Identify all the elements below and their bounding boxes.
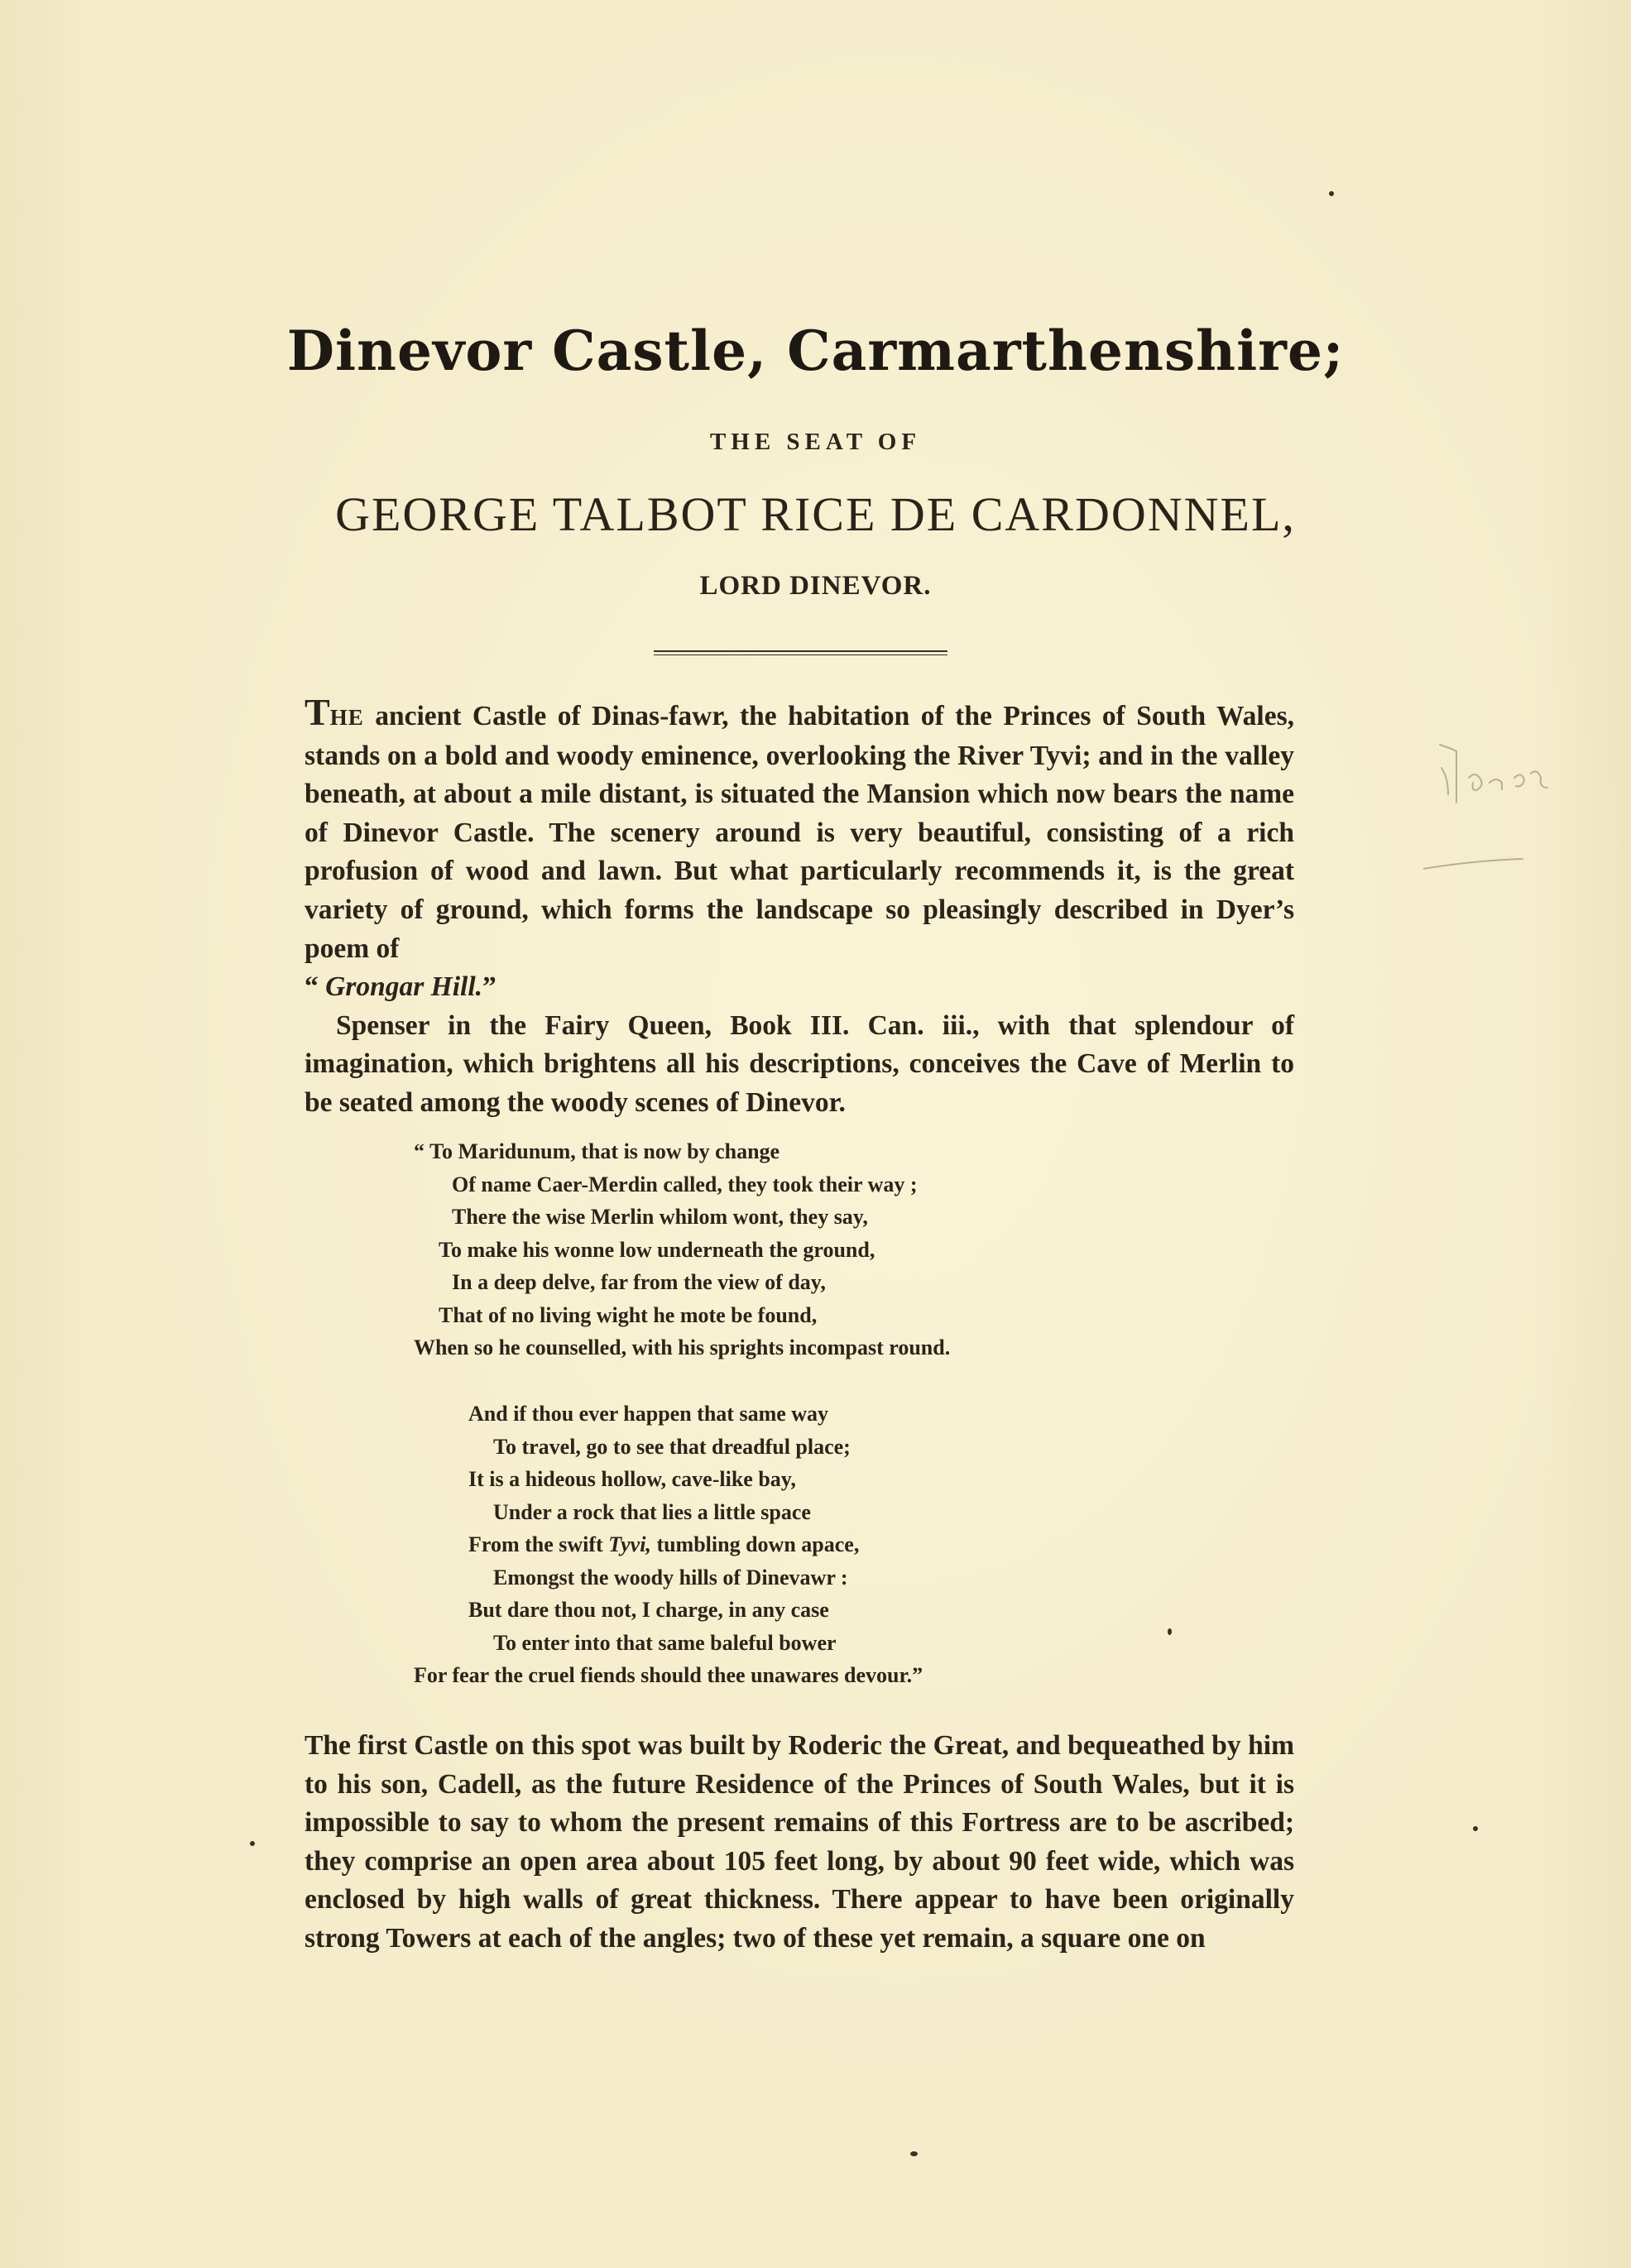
title-rule: [654, 650, 947, 655]
subtitle-person: GEORGE TALBOT RICE DE CARDONNEL,: [335, 487, 1296, 541]
paragraph-2: Spenser in the Fairy Queen, Book III. Can. iii., with that splendour of imagination, which brightens all his descriptions, conceives the Cave of Merlin to be seated among the woody scenes of Dinevor.: [305, 1009, 1294, 1118]
subtitle-lord: LORD DINEVOR.: [699, 571, 932, 601]
verse-line: To make his wonne low underneath the ground,: [439, 1237, 875, 1262]
pencil-annotation: [1423, 728, 1622, 877]
body-text-upper: [305, 693, 1294, 1123]
verse-line: To enter into that same baleful bower: [493, 1630, 837, 1655]
poem-title: Grongar Hill.: [325, 971, 483, 1003]
paper-speck: [1473, 1826, 1478, 1831]
page-title: Dinevor Castle, Carmarthenshire;: [286, 319, 1345, 383]
quote-open: “: [305, 971, 326, 1003]
verse-line: When so he counselled, with his sprights incompast round.: [414, 1335, 951, 1359]
paper-speck: [910, 2151, 918, 2156]
paragraph-1-text: ancient Castle of Dinas-fawr, the habitation of the Princes of South Wales, stands on a bold and woody eminence, overlooking the River Tyvi; and in the valley beneath, at about a mile distant, is situated the Mansion which now bears the name of Dinevor Castle. The scenery around is very beautiful, consisting of a rich profusion of wood and lawn. But what particularly recommends it, is the great variety of ground, which forms the landscape so pleasingly described in Dyer’s poem of: [305, 701, 1294, 964]
small-caps: HE: [329, 705, 364, 730]
drop-cap: T: [305, 691, 330, 733]
verse-stanza-1: [414, 1135, 950, 1364]
verse-segment: From the swift: [468, 1532, 609, 1556]
body-text-lower: [305, 1727, 1294, 1959]
verse-line: There the wise Merlin whilom wont, they say,: [452, 1205, 868, 1229]
verse-line: In a deep delve, far from the view of day,: [452, 1270, 826, 1294]
paragraph-3: The first Castle on this spot was built by Roderic the Great, and bequeathed by him to his son, Cadell, as the future Residence of the Princes of South Wales, but it is impossible to say to whom the present remains of this Fortress are to be ascribed; they comprise an open area about 105 feet long, by about 90 feet wide, which was enclosed by high walls of great thickness. There appear to have been originally strong Towers at each of the angles; two of these yet remain, a square one on: [305, 1730, 1294, 1954]
verse-italic-tyvi: Tyvi,: [608, 1532, 651, 1556]
verse-line: And if thou ever happen that same way: [468, 1402, 829, 1426]
verse-segment: tumbling down apace,: [650, 1532, 860, 1556]
verse-line: Under a rock that lies a little space: [493, 1499, 811, 1524]
quote-close: ”: [482, 971, 496, 1003]
verse-line: That of no living wight he mote be found,: [439, 1302, 818, 1327]
paper-speck: [1168, 1628, 1172, 1635]
paragraph-1: [305, 693, 1294, 1007]
paper-speck: [1329, 191, 1334, 196]
verse-line: For fear the cruel fiends should thee unawares devour.”: [414, 1663, 923, 1687]
verse-line: Of name Caer-Merdin called, they took their way ;: [452, 1172, 918, 1196]
verse-line: But dare thou not, I charge, in any case: [468, 1598, 829, 1622]
verse-line: To travel, go to see that dreadful place;: [493, 1434, 851, 1459]
verse-line: Emongst the woody hills of Dinevawr :: [493, 1565, 848, 1590]
verse-stanza-2: [414, 1398, 923, 1692]
paper-speck: [250, 1841, 255, 1846]
verse-line: It is a hideous hollow, cave-like bay,: [468, 1467, 796, 1491]
subtitle-seat-of: THE SEAT OF: [709, 429, 922, 455]
verse-line: “ To Maridunum, that is now by change: [414, 1139, 780, 1163]
verse-line: [414, 1528, 923, 1561]
